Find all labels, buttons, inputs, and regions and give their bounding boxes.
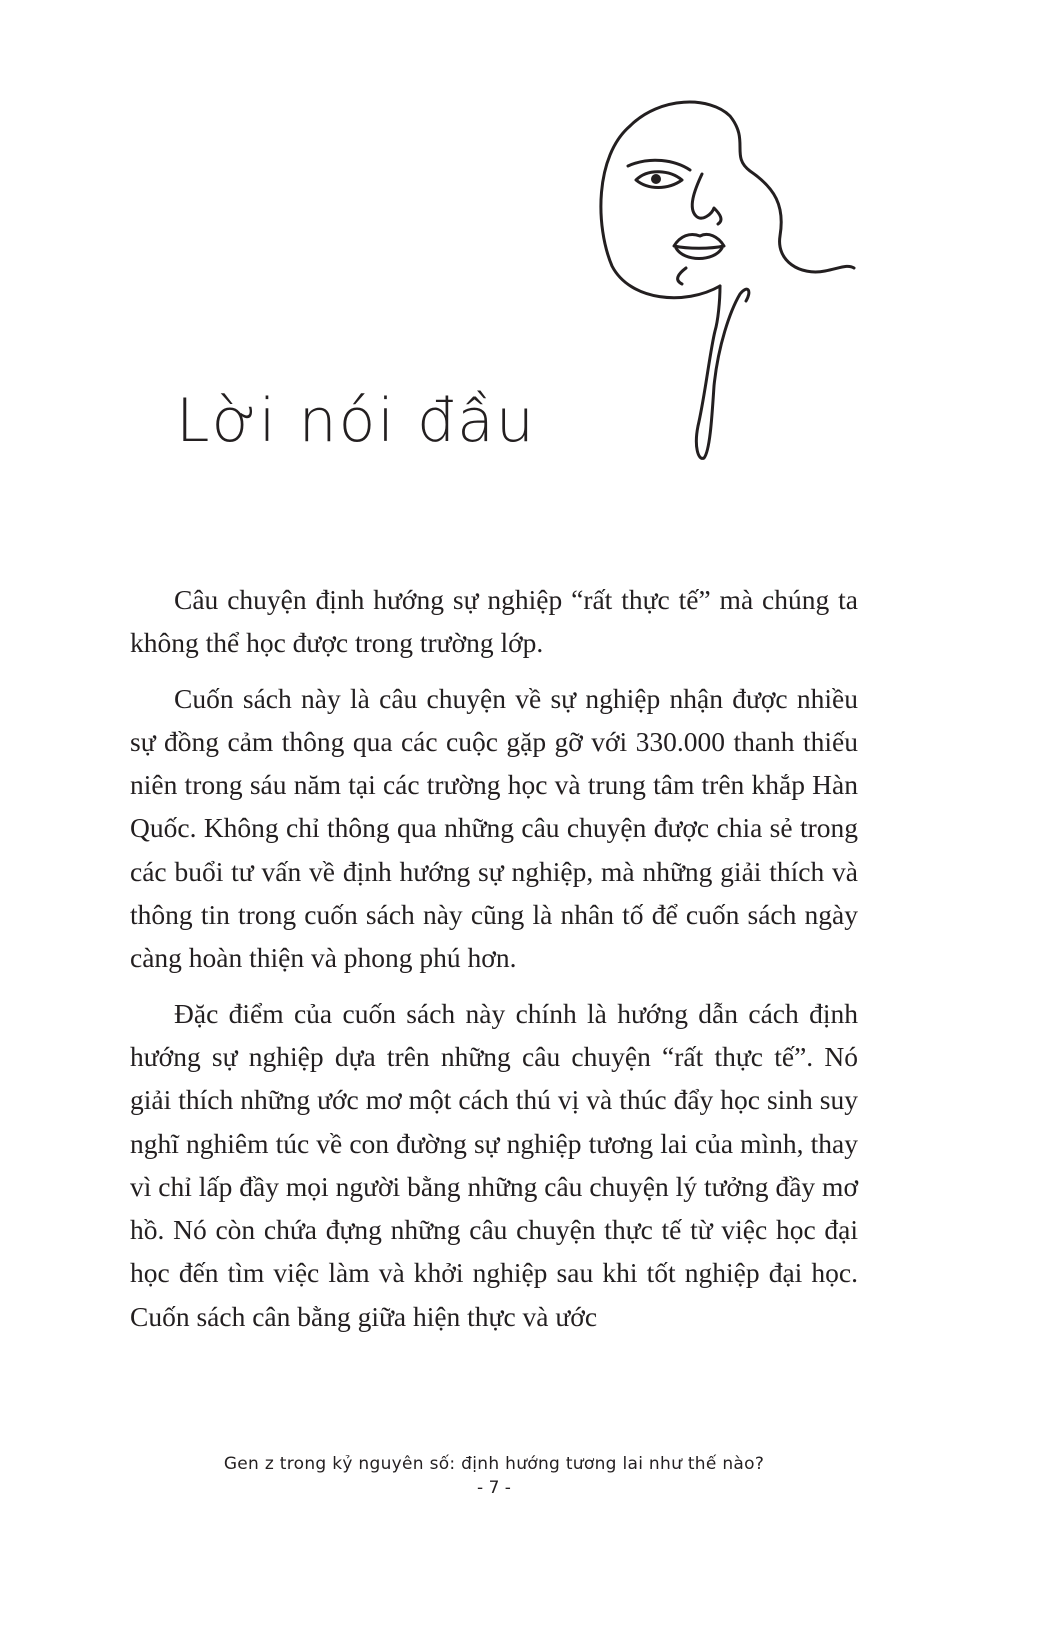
body-text bbox=[130, 578, 858, 1350]
paragraph: Cuốn sách này là câu chuyện về sự nghiệp nhận được nhiều sự đồng cảm thông qua các cuộc gặp gỡ với 330.000 thanh thiếu niên trong sáu năm tại các trường học và trung tâm trên khắp Hàn Quốc. Không chỉ thông qua những câu chuyện được chia sẻ trong các buổi tư vấn về định hướng sự nghiệp, mà những giải thích và thông tin trong cuốn sách này cũng là nhân tố để cuốn sách ngày càng hoàn thiện và phong phú hơn. bbox=[130, 682, 858, 974]
paragraph: Đặc điểm của cuốn sách này chính là hướng dẫn cách định hướng sự nghiệp dựa trên những câu chuyện “rất thực tế”. Nó giải thích những ước mơ một cách thú vị và thúc đẩy học sinh suy nghĩ nghiêm túc về con đường sự nghiệp tương lai của mình, thay vì chỉ lấp đầy mọi người bằng những câu chuyện lý tưởng đầy mơ hồ. Nó còn chứa đựng những câu chuyện thực tế từ việc học đại học đến tìm việc làm và khởi nghiệp sau khi tốt nghiệp đại học. Cuốn sách cân bằng giữa hiện thực và ước bbox=[130, 997, 858, 1332]
line-art-face-icon bbox=[590, 96, 860, 466]
running-footer-title: Gen z trong kỷ nguyên số: định hướng tương lai như thế nào? bbox=[223, 1454, 765, 1474]
eye-pupil-icon bbox=[651, 174, 661, 184]
chapter-title: Lời nói đầu bbox=[176, 386, 536, 456]
page-number: - 7 - bbox=[477, 1478, 511, 1498]
paragraph: Câu chuyện định hướng sự nghiệp “rất thực tế” mà chúng ta không thể học được trong trường lớp. bbox=[130, 584, 858, 659]
